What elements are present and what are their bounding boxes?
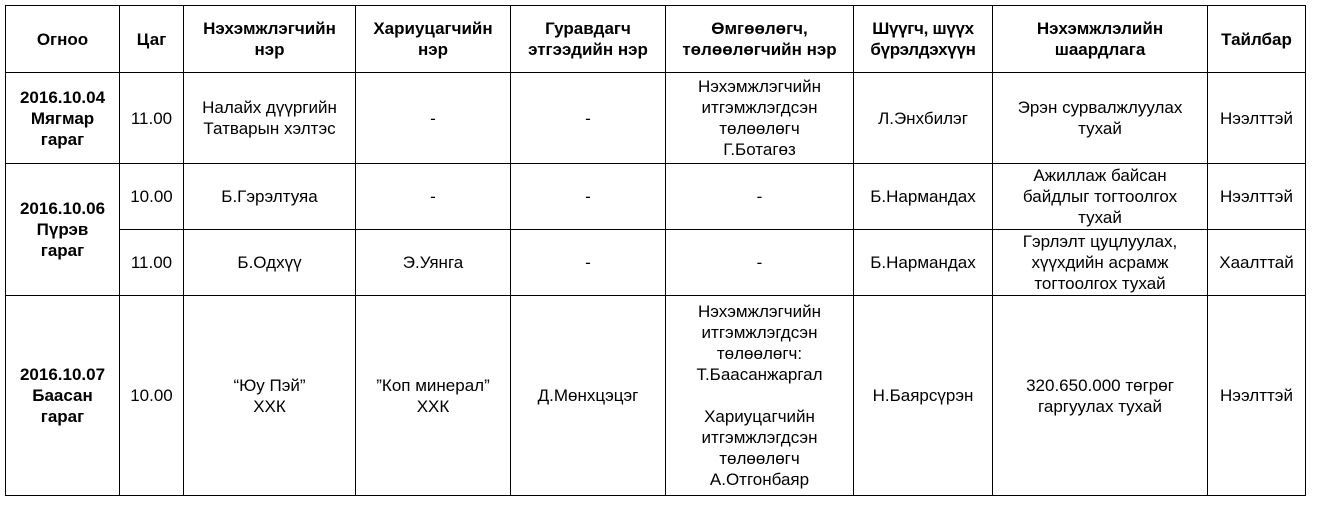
- court-schedule-table: [5, 5, 1306, 496]
- defendant-cell: ”Коп минерал” ХХК: [356, 296, 511, 496]
- time-cell: 11.00: [120, 230, 184, 296]
- plaintiff-cell: “Юу Пэй” ХХК: [184, 296, 356, 496]
- note-cell: Нээлттэй: [1208, 296, 1306, 496]
- header-row: [6, 6, 1306, 73]
- plaintiff-cell: Налайх дүүргийн Татварын хэлтэс: [184, 73, 356, 164]
- table-row: [6, 230, 1306, 296]
- note-cell: Нээлттэй: [1208, 164, 1306, 230]
- date-cell: 2016.10.06 Пүрэв гараг: [6, 164, 120, 296]
- date-cell: 2016.10.07 Баасан гараг: [6, 296, 120, 496]
- third-party-cell: -: [511, 164, 666, 230]
- plaintiff-cell: Б.Гэрэлтуяа: [184, 164, 356, 230]
- judge-cell: Б.Нармандах: [854, 164, 993, 230]
- judge-cell: Н.Баярсүрэн: [854, 296, 993, 496]
- claim-cell: Гэрлэлт цуцлуулах, хүүхдийн асрамж тогтоолгох тухай: [993, 230, 1208, 296]
- header-date: Огноо: [6, 6, 120, 73]
- time-cell: 11.00: [120, 73, 184, 164]
- claim-cell: 320.650.000 төгрөг гаргуулах тухай: [993, 296, 1208, 496]
- header-claim: Нэхэмжлэлийн шаардлага: [993, 6, 1208, 73]
- date-cell: 2016.10.04 Мягмар гараг: [6, 73, 120, 164]
- header-judge: Шүүгч, шүүх бүрэлдэхүүн: [854, 6, 993, 73]
- defendant-cell: Э.Уянга: [356, 230, 511, 296]
- header-defendant: Хариуцагчийн нэр: [356, 6, 511, 73]
- note-cell: Хаалттай: [1208, 230, 1306, 296]
- table-row: [6, 296, 1306, 496]
- table-row: [6, 73, 1306, 164]
- header-note: Тайлбар: [1208, 6, 1306, 73]
- advocate-cell: -: [666, 230, 854, 296]
- note-cell: Нээлттэй: [1208, 73, 1306, 164]
- advocate-cell: -: [666, 164, 854, 230]
- third-party-cell: -: [511, 230, 666, 296]
- time-cell: 10.00: [120, 164, 184, 230]
- header-third-party: Гуравдагч этгээдийн нэр: [511, 6, 666, 73]
- header-advocate: Өмгөөлөгч, төлөөлөгчийн нэр: [666, 6, 854, 73]
- claim-cell: Ажиллаж байсан байдлыг тогтоолгох тухай: [993, 164, 1208, 230]
- judge-cell: Л.Энхбилэг: [854, 73, 993, 164]
- third-party-cell: Д.Мөнхцэцэг: [511, 296, 666, 496]
- table-row: [6, 164, 1306, 230]
- header-time: Цаг: [120, 6, 184, 73]
- header-plaintiff: Нэхэмжлэгчийн нэр: [184, 6, 356, 73]
- defendant-cell: -: [356, 73, 511, 164]
- plaintiff-cell: Б.Одхүү: [184, 230, 356, 296]
- judge-cell: Б.Нармандах: [854, 230, 993, 296]
- advocate-cell: Нэхэмжлэгчийн итгэмжлэгдсэн төлөөлөгч: Т.Баасанжаргал Хариуцагчийн итгэмжлэгдсэн төлөөлөгч А.Отгонбаяр: [666, 296, 854, 496]
- time-cell: 10.00: [120, 296, 184, 496]
- claim-cell: Эрэн сурвалжлуулах тухай: [993, 73, 1208, 164]
- defendant-cell: -: [356, 164, 511, 230]
- third-party-cell: -: [511, 73, 666, 164]
- advocate-cell: Нэхэмжлэгчийн итгэмжлэгдсэн төлөөлөгч Г.Ботагөз: [666, 73, 854, 164]
